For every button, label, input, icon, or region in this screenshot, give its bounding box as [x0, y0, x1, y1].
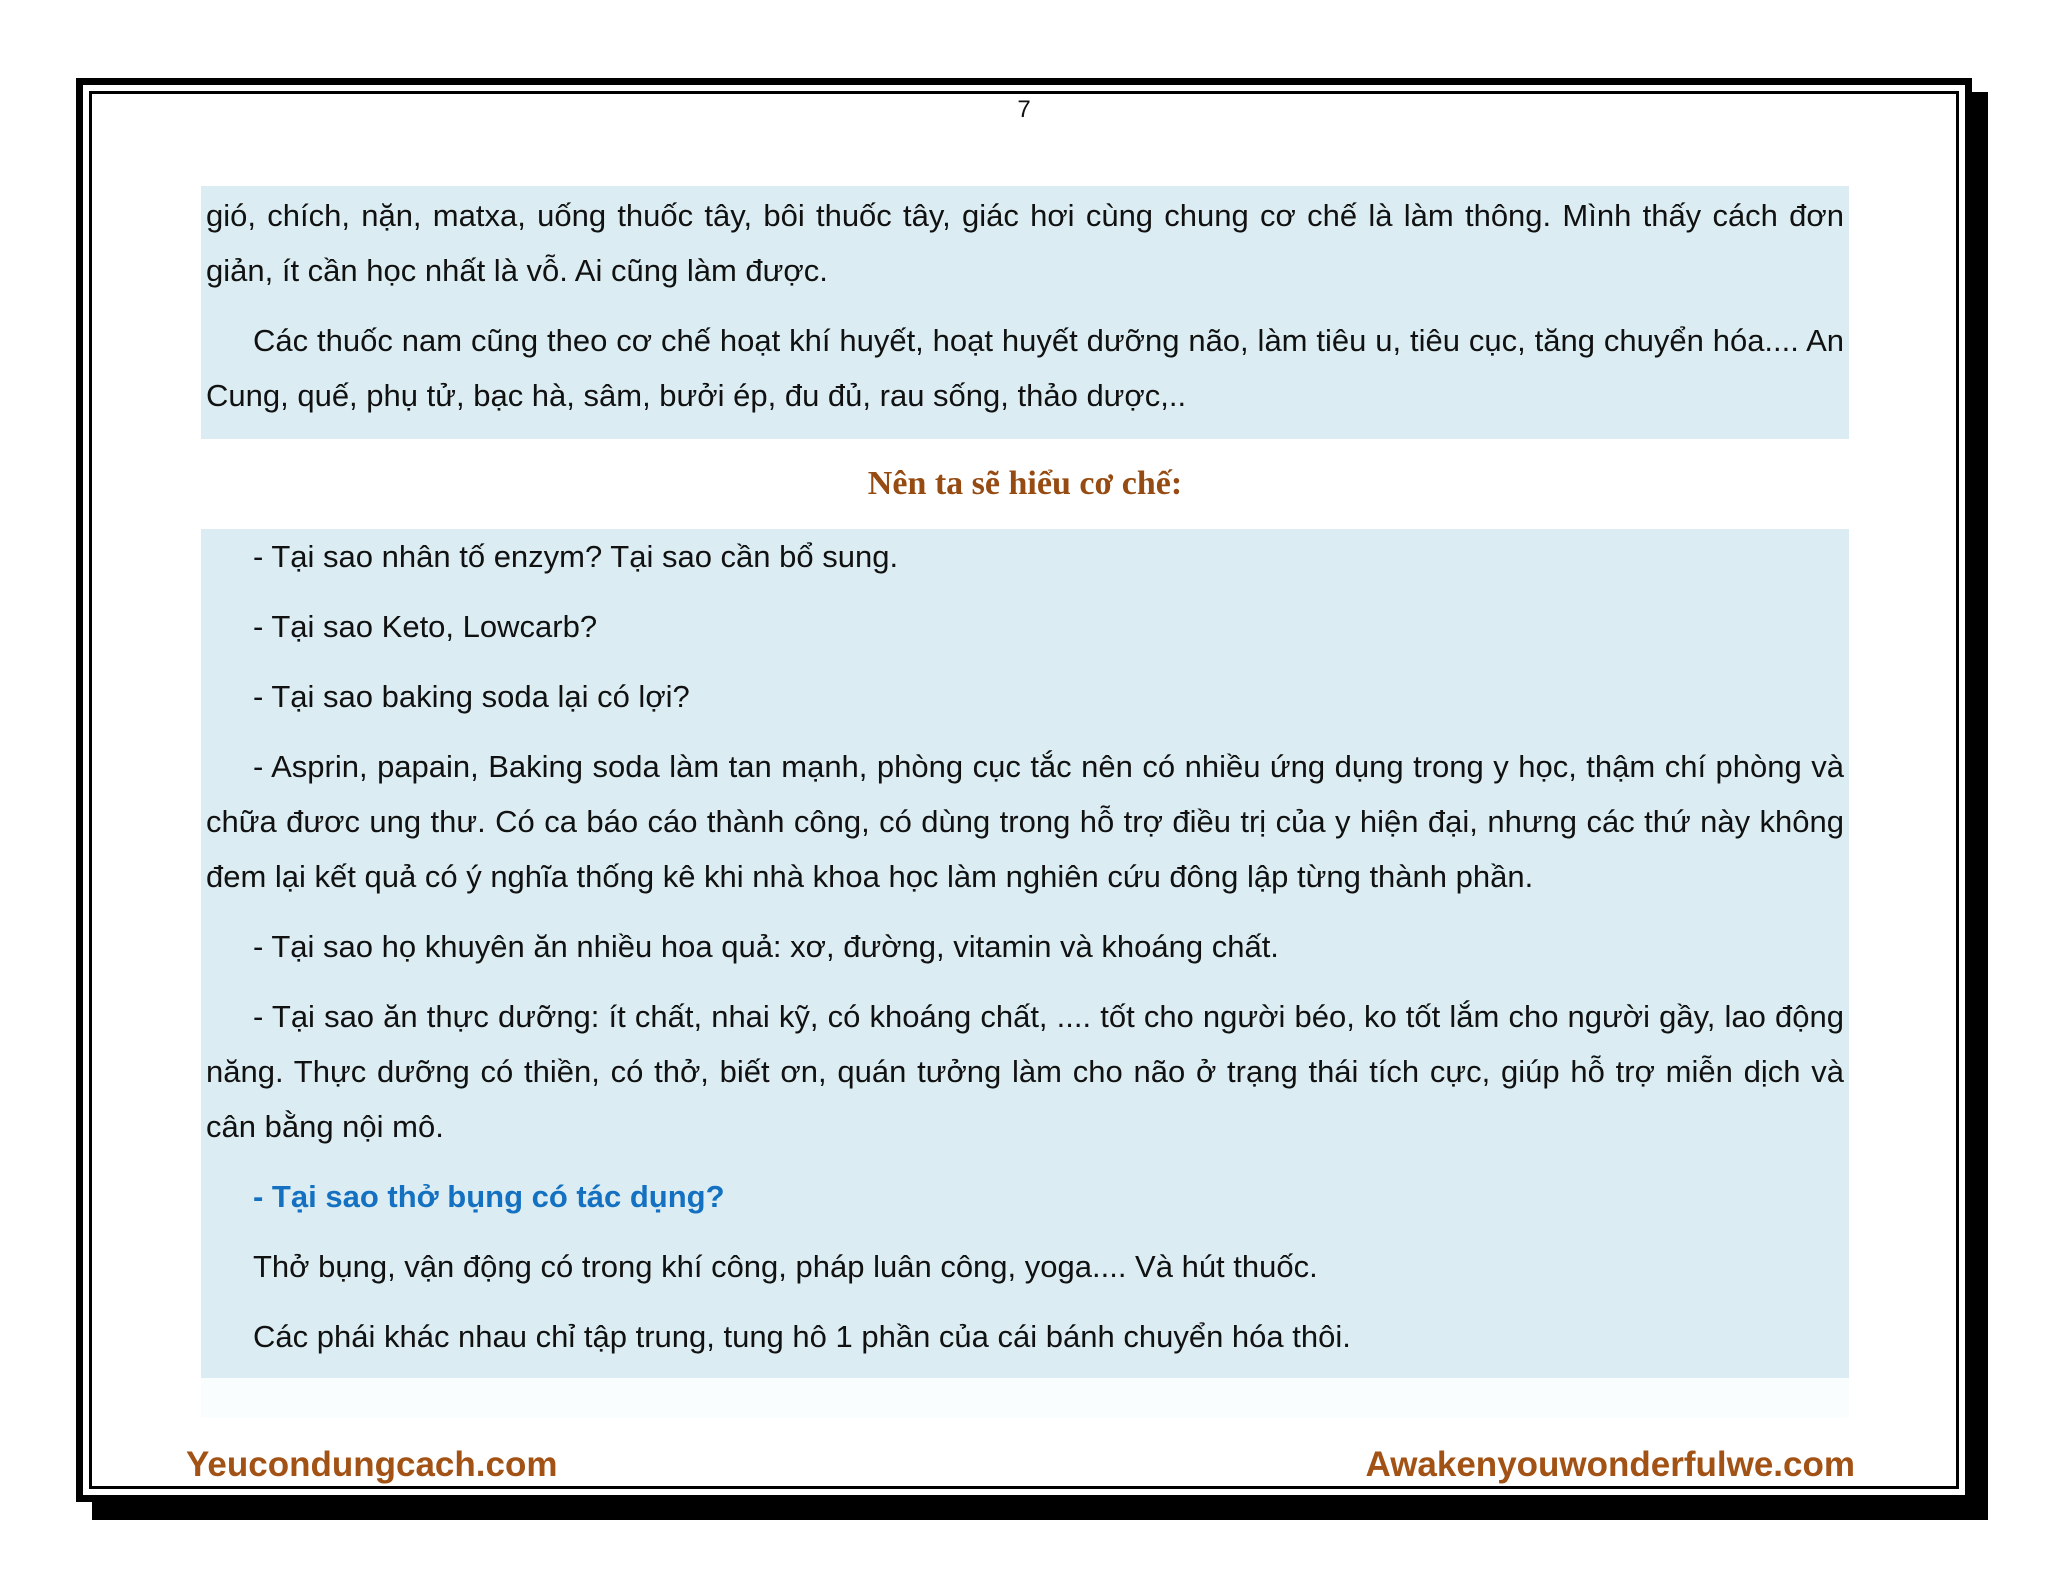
question-item: - Tại sao baking soda lại có lợi?: [253, 679, 690, 714]
intro-paragraph: gió, chích, nặn, matxa, uống thuốc tây, bôi thuốc tây, giác hơi cùng chung cơ chế là làm thông. Mình thấy cách đơn giản, ít cần học nhất là vỗ. Ai cũng làm được.: [206, 198, 1844, 288]
intro-block: [201, 186, 1849, 439]
question-item: - Tại sao ăn thực dưỡng: ít chất, nhai kỹ, có khoáng chất, .... tốt cho người béo, ko tốt lắm cho người gầy, lao động năng. Thực dưỡng có thiền, có thở, biết ơn, quán tưởng làm cho não ở trạng thái tích cực, giúp hỗ trợ miễn dịch và cân bằng nội mô.: [206, 999, 1844, 1144]
page-number: 7: [1017, 96, 1031, 123]
page-fill: [201, 1378, 1849, 1418]
blue-question: - Tại sao thở bụng có tác dụng?: [253, 1179, 725, 1214]
question-item: - Asprin, papain, Baking soda làm tan mạnh, phòng cục tắc nên có nhiều ứng dụng trong y học, thậm chí phòng và chữa đươc ung thư. Có ca báo cáo thành công, có dùng trong hỗ trợ điều trị của y hiện đại, nhưng các thứ này không đem lại kết quả có ý nghĩa thống kê khi nhà khoa học làm nghiên cứu đông lập từng thành phần.: [206, 749, 1844, 894]
footer-left-site: Yeucondungcach.com: [186, 1445, 558, 1484]
question-item: - Tại sao họ khuyên ăn nhiều hoa quả: xơ, đường, vitamin và khoáng chất.: [253, 929, 1279, 964]
closing-paragraph: Các phái khác nhau chỉ tập trung, tung hô 1 phần của cái bánh chuyển hóa thôi.: [253, 1319, 1351, 1354]
intro-paragraph: Các thuốc nam cũng theo cơ chế hoạt khí huyết, hoạt huyết dưỡng não, làm tiêu u, tiêu cục, tăng chuyển hóa.... An Cung, quế, phụ tử, bạc hà, sâm, bưởi ép, đu đủ, rau sống, thảo dược,..: [206, 323, 1844, 413]
closing-paragraph: Thở bụng, vận động có trong khí công, pháp luân công, yoga.... Và hút thuốc.: [253, 1249, 1318, 1284]
question-item: - Tại sao Keto, Lowcarb?: [253, 609, 598, 644]
section-heading: Nên ta sẽ hiểu cơ chế:: [867, 465, 1183, 502]
question-item: - Tại sao nhân tố enzym? Tại sao cần bổ sung.: [253, 539, 899, 574]
footer-right-site: Awakenyouwonderfulwe.com: [1365, 1445, 1855, 1484]
questions-block: [201, 529, 1849, 1378]
page-content: [201, 186, 1849, 1418]
